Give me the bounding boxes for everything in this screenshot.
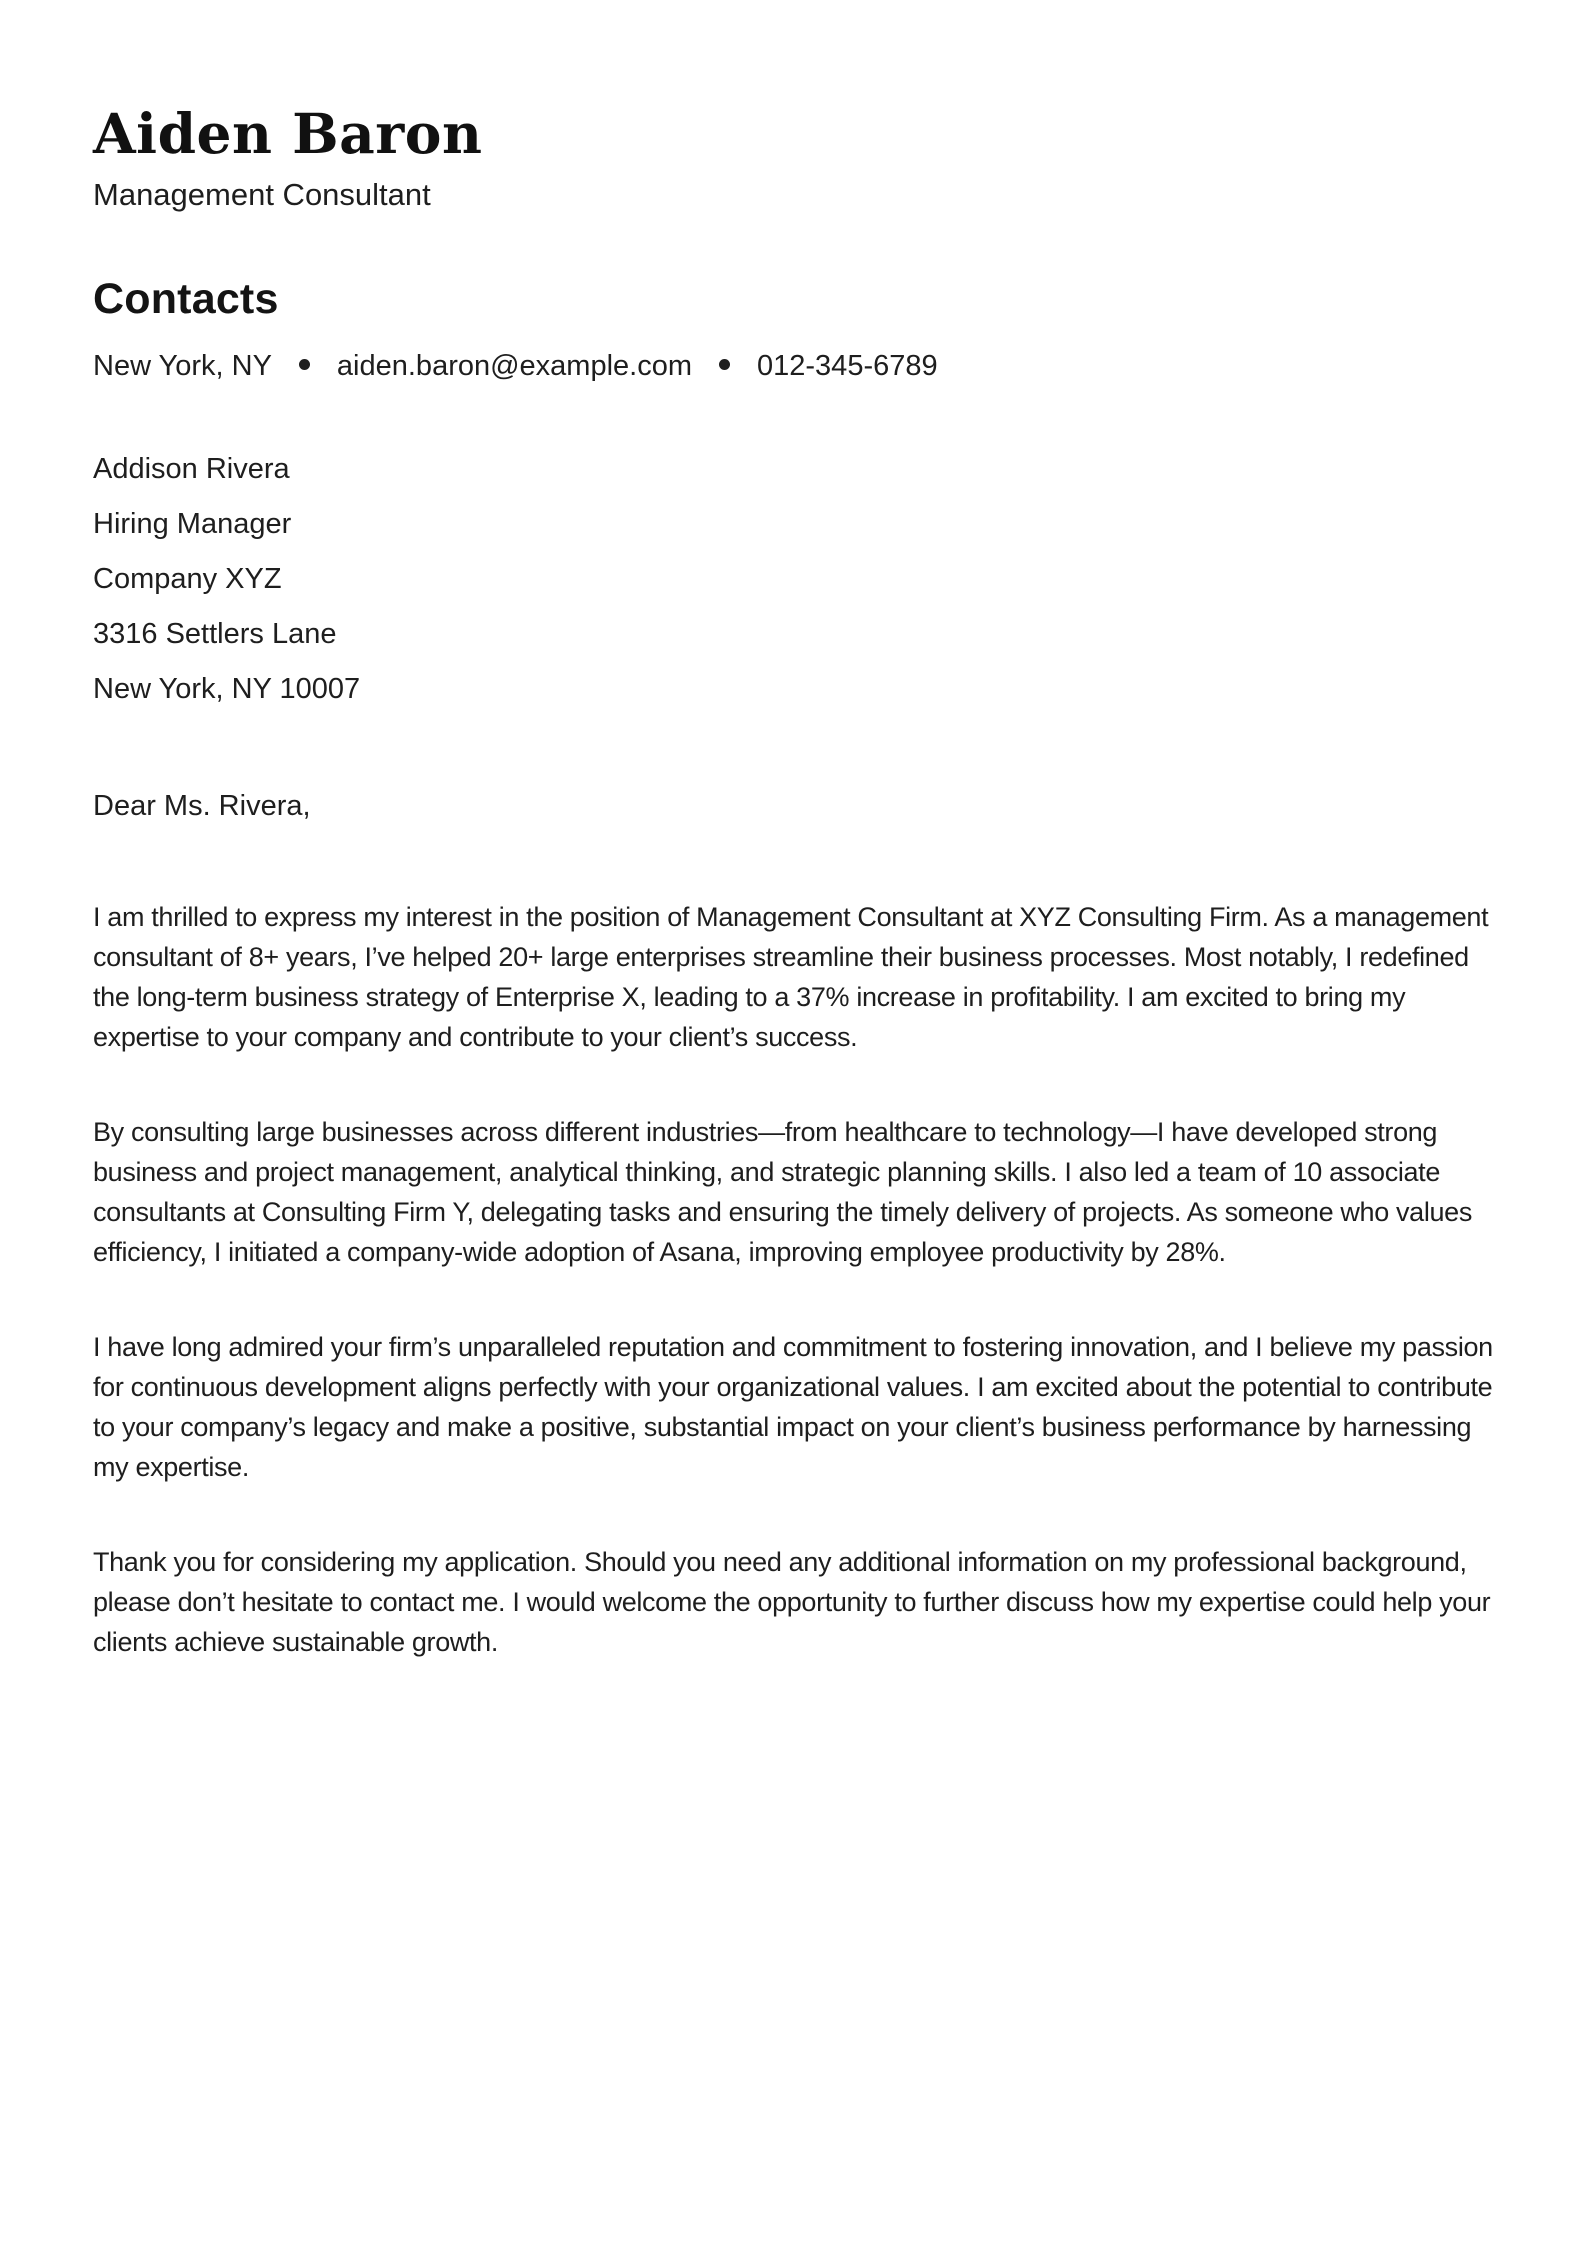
- letter-header: [93, 101, 1502, 215]
- recipient-city: New York, NY 10007: [93, 673, 361, 705]
- applicant-name: Aiden Baron: [93, 101, 483, 166]
- body-paragraph: I am thrilled to express my interest in the position of Management Consultant at XYZ Consulting Firm. As a management consultant of 8+ years, I’ve helped 20+ large enterprises streamline their business processes. Most notably, I redefined the long-term business strategy of Enterprise X, leading to a 37% increase in profitability. I am excited to bring my expertise to your company and contribute to your client’s success.: [93, 902, 1489, 1052]
- contact-row: [93, 346, 1502, 386]
- dot-separator-icon: [719, 359, 730, 370]
- contacts-heading: Contacts: [93, 275, 279, 323]
- applicant-job-title: Management Consultant: [93, 177, 431, 212]
- contacts-section: [93, 274, 1502, 386]
- recipient-company: Company XYZ: [93, 563, 282, 595]
- salutation: Dear Ms. Rivera,: [93, 790, 311, 822]
- body-paragraph: By consulting large businesses across different industries—from healthcare to technology—I have developed strong business and project management, analytical thinking, and strategic planning skills. I also led a team of 10 associate consultants at Consulting Firm Y, delegating tasks and ensuring the timely delivery of projects. As someone who values efficiency, I initiated a company-wide adoption of Asana, improving employee productivity by 28%.: [93, 1117, 1472, 1267]
- contact-location: New York, NY: [93, 350, 272, 382]
- recipient-street: 3316 Settlers Lane: [93, 618, 337, 650]
- body-paragraph: Thank you for considering my application. Should you need any additional information on my professional background, please don’t hesitate to contact me. I would welcome the opportunity to further discuss how my expertise could help your clients achieve sustainable growth.: [93, 1547, 1491, 1657]
- recipient-title: Hiring Manager: [93, 508, 292, 540]
- recipient-block: [93, 442, 1502, 717]
- contact-email: aiden.baron@example.com: [336, 350, 693, 382]
- dot-separator-icon: [299, 359, 310, 370]
- recipient-name: Addison Rivera: [93, 453, 290, 485]
- contact-phone: 012-345-6789: [757, 350, 938, 382]
- letter-body: [93, 786, 1502, 1662]
- body-paragraph: I have long admired your firm’s unparalleled reputation and commitment to fostering innovation, and I believe my passion for continuous development aligns perfectly with your organizational values. I am excited about the potential to contribute to your company’s legacy and make a positive, substantial impact on your client’s business performance by harnessing my expertise.: [93, 1332, 1493, 1482]
